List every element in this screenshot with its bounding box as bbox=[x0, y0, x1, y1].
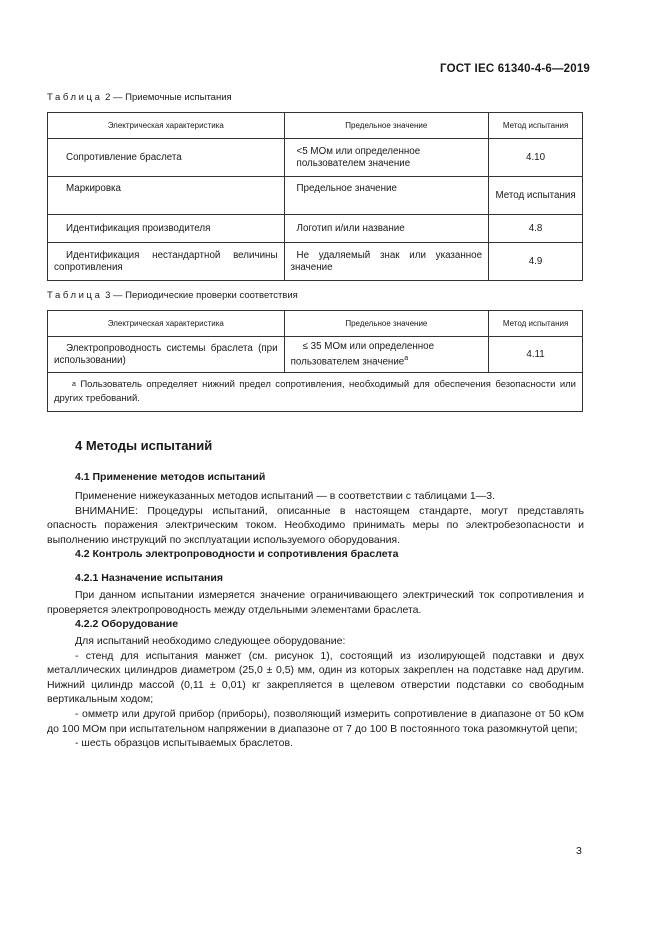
cell-limit: Не удаляемый знак или указанное значение bbox=[284, 243, 489, 281]
table2-caption-word: Таблица bbox=[47, 92, 103, 103]
table3-caption-word: Таблица bbox=[47, 290, 103, 301]
subsection-4-2-2-title: 4.2.2 Оборудование bbox=[75, 618, 179, 630]
subsection-4-2-1-title: 4.2.1 Назначение испытания bbox=[75, 572, 223, 584]
subsection-4-1-text bbox=[47, 489, 584, 547]
table2-caption-text: 2 — Приемочные испытания bbox=[105, 92, 232, 103]
column-header: Предельное значение bbox=[284, 311, 489, 337]
cell-characteristic: Электропроводность системы браслета (при использовании) bbox=[48, 337, 285, 373]
table3-caption bbox=[47, 290, 298, 301]
table-note bbox=[48, 373, 583, 412]
column-header: Электрическая характеристика bbox=[48, 113, 285, 139]
standard-designation: ГОСТ IEC 61340-4-6—2019 bbox=[440, 63, 591, 75]
cell-limit-text: ≤ 35 МОм или определенное пользователем значение bbox=[290, 340, 435, 368]
column-header: Электрическая характеристика bbox=[48, 311, 285, 337]
column-header: Метод испытания bbox=[489, 113, 583, 139]
subsection-4-2-1-text bbox=[47, 588, 584, 617]
list-item: - омметр или другой прибор (приборы), позволяющий измерить сопротивление в диапазоне от 50 кОм до 100 МОм при испытательном напряжении в диапазоне от 7 до 100 В постоянного тока разомкнутой цепи; bbox=[47, 707, 584, 735]
cell-characteristic: Маркировка bbox=[48, 177, 285, 215]
cell-limit: Логотип и/или название bbox=[284, 215, 489, 243]
list-item: - стенд для испытания манжет (см. рисунок 1), состоящий из изолирующей подставки и двух металлических цилиндров диаметром (25,0 ± 0,5) мм, один из которых закреплен на подставке над другим. Нижний цилиндр массой (0,11 ± 0,01) кг закрепляется в щелевом отверстии подставки со свободным вертикальным ходом; bbox=[47, 649, 584, 706]
column-header: Предельное значение bbox=[284, 113, 489, 139]
cell-method: 4.8 bbox=[489, 215, 583, 243]
cell-limit bbox=[284, 337, 489, 373]
table-note-row bbox=[48, 373, 583, 412]
note-marker: a bbox=[72, 381, 76, 388]
paragraph: При данном испытании измеряется значение ограничивающего электрический ток сопротивления и проверяется электропроводность между отдельными элементами браслета. bbox=[47, 589, 584, 616]
table2-caption bbox=[47, 92, 232, 103]
paragraph: Для испытаний необходимо следующее оборудование: bbox=[75, 635, 346, 647]
cell-limit: Предельное значение bbox=[284, 177, 489, 215]
cell-method: 4.11 bbox=[489, 337, 583, 373]
table-periodic-checks bbox=[47, 310, 583, 412]
table-row bbox=[48, 177, 583, 215]
table-header-row bbox=[48, 113, 583, 139]
subsection-4-1-title: 4.1 Применение методов испытаний bbox=[75, 471, 266, 483]
table-row bbox=[48, 215, 583, 243]
cell-characteristic: Сопротивление браслета bbox=[48, 139, 285, 177]
table-row bbox=[48, 337, 583, 373]
section-title: 4 Методы испытаний bbox=[75, 438, 213, 453]
table-acceptance-tests bbox=[47, 112, 583, 281]
page-number: 3 bbox=[576, 845, 582, 857]
list-item: - шесть образцов испытываемых браслетов. bbox=[75, 737, 293, 750]
column-header: Метод испытания bbox=[489, 311, 583, 337]
warning-paragraph: ВНИМАНИЕ: Процедуры испытаний, описанные в настоящем стандарте, могут представлять опасность поражения электрическим током. Необходимо принимать меры по электробезопасности и выполнению инструкций по эксплуатации используемого оборудования. bbox=[47, 504, 584, 546]
subsection-4-2-2-text bbox=[47, 634, 584, 751]
paragraph: Применение нижеуказанных методов испытаний — в соответствии с таблицами 1—3. bbox=[75, 490, 495, 502]
table-header-row bbox=[48, 311, 583, 337]
cell-method: 4.10 bbox=[489, 139, 583, 177]
table-row bbox=[48, 243, 583, 281]
cell-characteristic: Идентификация производителя bbox=[48, 215, 285, 243]
cell-characteristic: Идентификация нестандартной величины сопротивления bbox=[48, 243, 285, 281]
cell-method: Метод испытания bbox=[489, 177, 583, 215]
cell-limit: <5 МОм или определенное пользователем значение bbox=[284, 139, 489, 177]
table-row bbox=[48, 139, 583, 177]
footnote-ref: a bbox=[404, 354, 409, 362]
cell-method: 4.9 bbox=[489, 243, 583, 281]
note-text: Пользователь определяет нижний предел сопротивления, необходимый для обеспечения безопасности или других требований. bbox=[54, 379, 576, 404]
subsection-4-2-title: 4.2 Контроль электропроводности и сопротивления браслета bbox=[75, 548, 399, 560]
table3-caption-text: 3 — Периодические проверки соответствия bbox=[105, 290, 298, 301]
